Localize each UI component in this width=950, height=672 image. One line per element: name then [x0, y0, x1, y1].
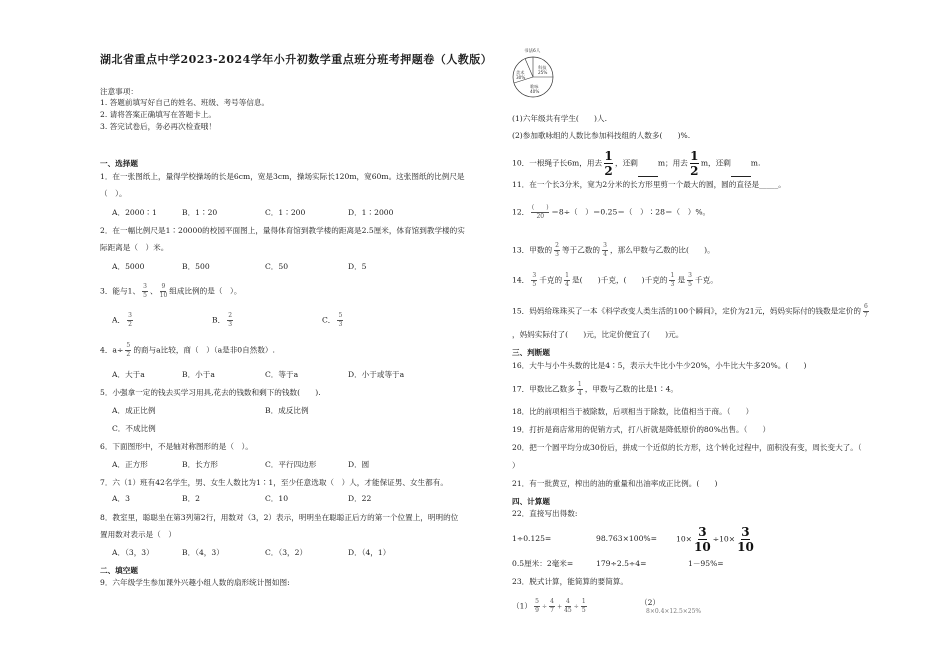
q3-text: 组成比例的是（ ）。	[169, 286, 242, 296]
fraction: $\frac{9}{10}$	[159, 283, 168, 299]
option-b: B．500	[182, 262, 210, 271]
option-b: B．（4，3）	[182, 548, 224, 557]
calc-item: 1－95%=	[688, 559, 724, 568]
question-15: 15．妈妈给珠珠买了一本《科学改变人类生活的100个瞬间》，定价为21元，妈妈实际付的钱数是定价的 $\frac{6}{7}$	[512, 303, 868, 319]
question-6: 6．下面图形中，不是轴对称图形的是（ ）。	[100, 442, 253, 451]
question-5: 5．小强拿一定的钱去买学习用具,花去的钱数和剩下的钱数( ).	[100, 388, 321, 397]
calc-item: 0.5厘米：2毫米=	[512, 559, 574, 568]
calc-expression-1: （1） $\frac{5}{9}$ ÷ $\frac{4}{7}$ + $\frac{4}{45}$ ÷ $\frac{1}{5}$	[512, 598, 586, 614]
option-b: B．小于a	[182, 370, 215, 379]
question-20-cont: ）	[512, 461, 520, 470]
calc-item: 1÷0.125=	[512, 534, 552, 543]
question-19: 19．打折是商店常用的促销方式，打八折就是降低原价的80%出售。（ ）	[512, 425, 771, 434]
question-9-sub2: (2)参加歌咏组的人数比参加科技组的人数多( )%.	[512, 131, 691, 140]
q3-text: 3．能与1、	[100, 286, 141, 296]
option-b: B．1∶20	[182, 208, 218, 217]
question-2: 2．在一幅比例尺是1∶20000的校园平面图上，量得体育馆到教学楼的距离是2.5厘米，体育馆到教学楼的实	[100, 226, 465, 235]
question-9: 9．六年级学生参加课外兴趣小组人数的扇形统计图如图:	[100, 578, 290, 587]
question-22: 22．直接写出得数:	[512, 509, 578, 518]
question-17: 17．甲数比乙数多 $\frac{1}{4}$ ，甲数与乙数的比是1∶4。	[512, 381, 679, 397]
question-3: 3．能与1、 $\frac{3}{5}$ 、 $\frac{9}{10}$ 组成比例的是（ ）。	[100, 283, 242, 299]
question-4: 4．a÷ $\frac{5}{2}$ 的商与a比较，商（ ）（a是非0自然数）.	[100, 342, 275, 358]
option-c: C． $\frac{5}{3}$	[322, 312, 343, 328]
option-d: D．1∶2000	[348, 208, 394, 217]
option-a: A．3	[112, 494, 130, 503]
section-heading: 二、填空题	[100, 566, 138, 575]
calc-expression-2: 8×0.4×12.5×25%	[646, 608, 702, 615]
question-1: 1．在一张图纸上，量得学校操场的长是6cm，宽是3cm，操场实际长120m，宽60m。这张图纸的比例尺是	[100, 172, 465, 181]
option-a: A．正方形	[112, 460, 148, 469]
fraction: $\frac{6}{7}$	[864, 303, 868, 319]
question-10: 10．一根绳子长6m，用去 $\frac{1}{2}$ ，还剩 m；用去 $\frac{1}{2}$ m，还剩 m.	[512, 149, 761, 178]
fraction: $\frac{2}{3}$	[555, 242, 559, 258]
pie-label: 美术	[516, 70, 525, 75]
fraction: $\frac{3}{5}$	[532, 272, 537, 288]
section-heading: 四、计算题	[512, 497, 550, 506]
option-a: A．2000∶1	[112, 208, 157, 217]
option-d: D．22	[348, 494, 372, 503]
section-heading: 一、选择题	[100, 159, 138, 168]
notice-item: 3. 答完试卷后，务必再次检查哦！	[100, 122, 216, 131]
option-d: D．圆	[348, 460, 370, 469]
option-a: A．成正比例	[112, 406, 156, 415]
fraction: $\frac{3}{4}$	[603, 242, 607, 258]
fraction: $\frac{1}{2}$	[690, 149, 699, 178]
question-8-cont: 置用数对表示是（ ）	[100, 530, 176, 539]
option-b: B． $\frac{2}{3}$	[212, 312, 233, 328]
calc-expression-2-label: （2）	[640, 598, 661, 607]
option-c: C．等于a	[265, 370, 299, 379]
question-23: 23．脱式计算，能简算的要简算。	[512, 577, 628, 586]
question-8: 8．教室里，聪聪坐在第3列第2行，用数对（3，2）表示，明明坐在聪聪正后方的第一个位置上，明明的位	[100, 513, 459, 522]
question-7: 7．六（1）班有42名学生，男、女生人数比为1∶1，至少任意选取（ ）人，才能保证男、女生都有。	[100, 478, 448, 487]
option-b: B．长方形	[182, 460, 218, 469]
option-c: C．10	[265, 494, 289, 503]
fraction: $\frac{3}{10}$	[737, 525, 754, 554]
question-1-cont: （ ）。	[100, 189, 127, 198]
question-9-sub1: (1)六年级共有学生( )人.	[512, 114, 608, 123]
fraction: $\frac{1}{4}$	[565, 272, 569, 288]
calc-item: 98.763×100%=	[596, 534, 658, 543]
fraction: $\frac{3}{10}$	[694, 525, 711, 554]
option-a: A．（3，3）	[112, 548, 154, 557]
fraction: $\frac{( )}{20}$	[531, 204, 549, 220]
option-c: C．1∶200	[265, 208, 306, 217]
calc-item: 10× $\frac{3}{10}$ ÷10× $\frac{3}{10}$	[676, 525, 754, 554]
option-d: D．小于或等于a	[348, 370, 405, 379]
pie-label: 25%	[538, 70, 548, 75]
pie-label: 40%	[530, 89, 540, 94]
question-14: 14． $\frac{3}{5}$ 千克的 $\frac{1}{4}$ 是( )千克，( )千克的 $\frac{1}{3}$ 是 $\frac{3}{5}$ 千克。	[512, 272, 718, 288]
calc-item: 179÷2.5÷4=	[596, 559, 647, 568]
pie-label: 书法6人	[524, 49, 541, 54]
option-c: C．平行四边形	[265, 460, 317, 469]
fraction: $\frac{3}{5}$	[143, 283, 147, 299]
option-b: B．成反比例	[265, 406, 309, 415]
fraction: $\frac{3}{5}$	[688, 272, 692, 288]
option-c: C．（3，2）	[265, 548, 308, 557]
pie-label: 科技	[538, 65, 547, 70]
pie-chart	[510, 44, 556, 104]
notice-item: 2. 请将答案正确填写在答题卡上。	[100, 110, 216, 119]
fraction: $\frac{1}{4}$	[577, 381, 582, 397]
section-heading: 三、判断题	[512, 348, 550, 357]
option-a: A．大于a	[112, 370, 145, 379]
question-20: 20．把一个圆平均分成30份后，拼成一个近似的长方形，这个转化过程中，面积没有变，周长变大了。（	[512, 443, 862, 452]
option-a: A．5000	[112, 262, 145, 271]
question-15-cont: ，妈妈实际付了( )元，比定价便宜了( )元。	[512, 330, 684, 339]
fraction: $\frac{5}{2}$	[126, 342, 131, 358]
notice-heading: 注意事项：	[100, 87, 138, 96]
fraction: $\frac{1}{3}$	[670, 272, 675, 288]
answer-blank	[731, 169, 751, 177]
option-d: D．（4，1）	[348, 548, 391, 557]
pie-label: 歌咏	[530, 84, 539, 89]
option-d: D．5	[348, 262, 367, 271]
question-21: 21．有一批黄豆，榨出的油的重量和出油率成正比例。( )	[512, 479, 718, 488]
question-12: 12． $\frac{( )}{20}$ ＝8÷（ ）＝0.25＝（ ）∶28＝（ ）%。	[512, 204, 711, 220]
fraction: $\frac{1}{2}$	[604, 149, 613, 178]
answer-blank	[638, 169, 658, 177]
option-b: B．2	[182, 494, 201, 503]
question-2-cont: 际距离是（ ）米。	[100, 243, 169, 252]
option-c: C．不成比例	[112, 424, 156, 433]
question-18: 18．比的前项相当于被除数，后项相当于除数，比值相当于商。（ ）	[512, 407, 754, 416]
pie-label: 30%	[516, 75, 526, 80]
page-title: 湖北省重点中学2023-2024学年小升初数学重点班分班考押题卷（人教版）	[100, 53, 493, 66]
option-c: C．50	[265, 262, 289, 271]
notice-item: 1. 答题前填写好自己的姓名、班级、考号等信息。	[100, 98, 270, 107]
question-13: 13．甲数的 $\frac{2}{3}$ 等于乙数的 $\frac{3}{4}$ ，那么甲数与乙数的比( )。	[512, 242, 715, 258]
option-a: A． $\frac{3}{2}$	[112, 312, 132, 328]
question-16: 16．大牛与小牛头数的比是4∶5，表示大牛比小牛少20%，小牛比大牛多20%。( )	[512, 361, 807, 370]
question-11: 11．在一个长3分米，宽为2分米的长方形里剪一个最大的圆，圆的直径是_____。	[512, 180, 786, 189]
